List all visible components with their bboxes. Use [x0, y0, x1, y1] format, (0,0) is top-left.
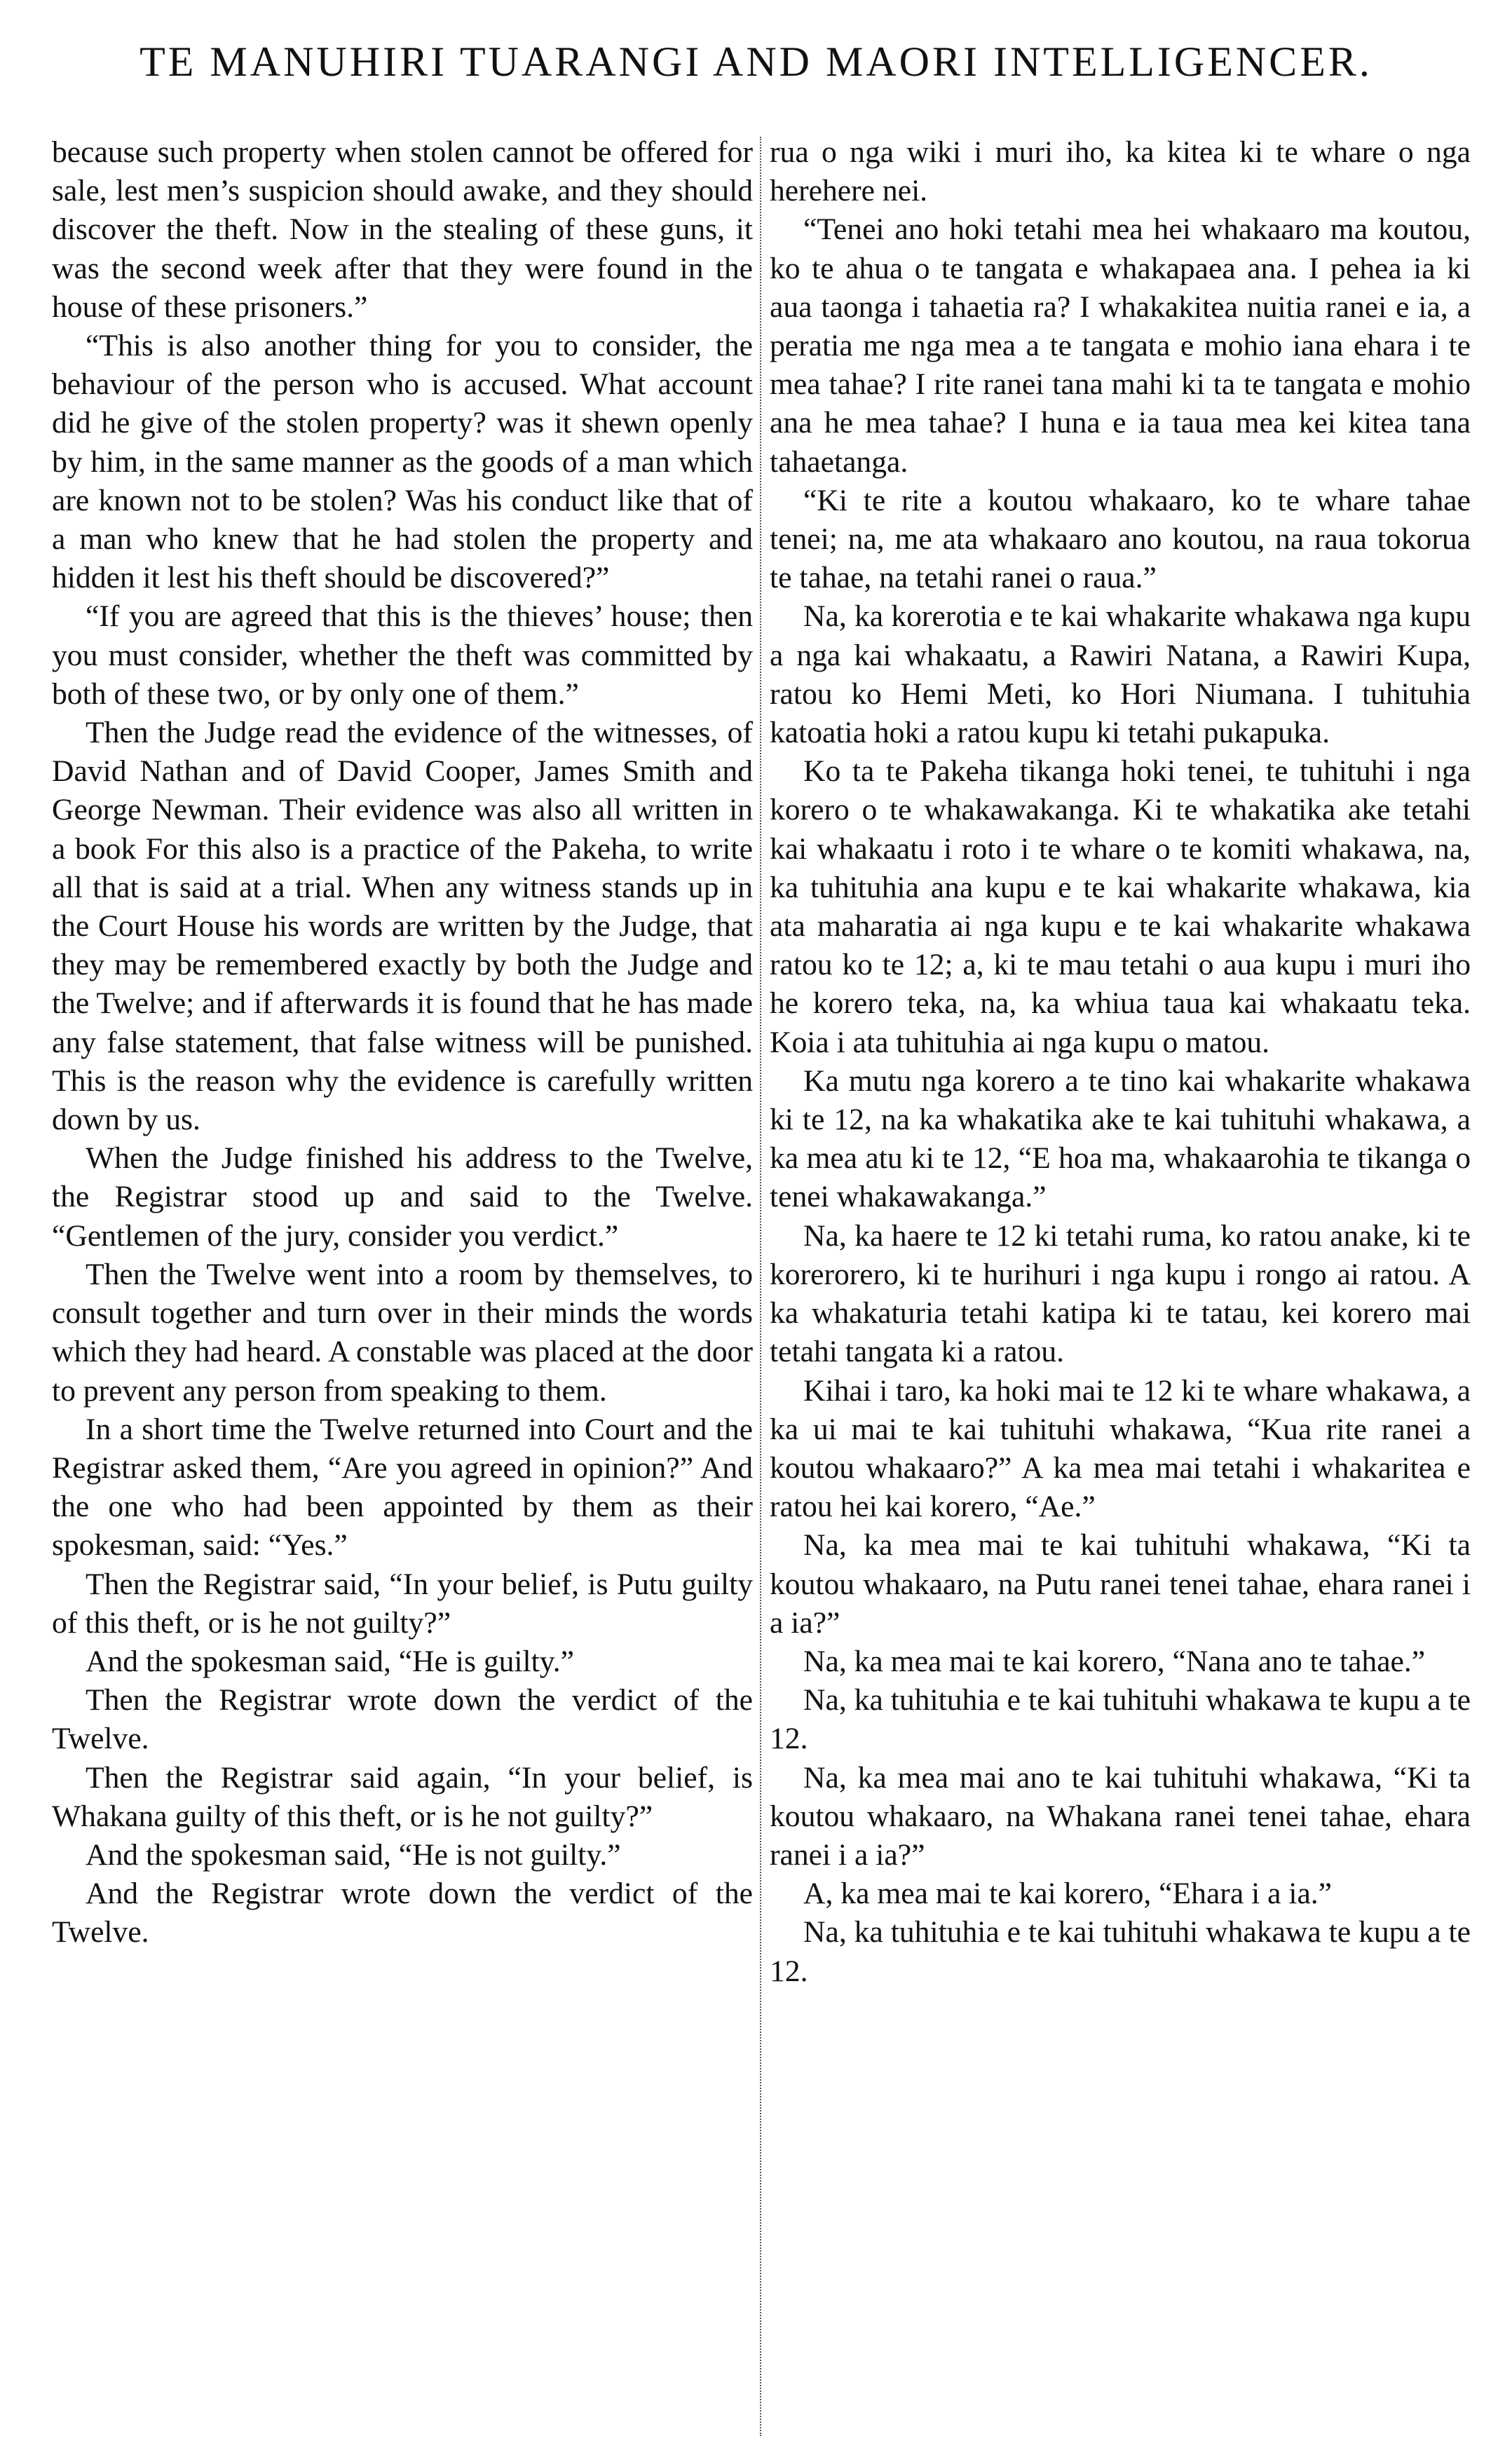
right-paragraph: Na, ka haere te 12 ki tetahi ruma, ko ratou anake, ki te korerorero, ki te hurihuri i nga kupu i rongo ai ratou. A ka whakaturia tetahi katipa ki te tatau, kei korero mai tetahi tangata ki a ratou. [770, 1218, 1471, 1369]
left-paragraph: When the Judge finished his address to the Twelve, the Registrar stood up and said to the Twelve. “Gentlemen of the jury, consider you verdict.” [52, 1141, 753, 1253]
right-paragraph: “Tenei ano hoki tetahi mea hei whakaaro ma koutou, ko te ahua o te tangata e whakapaea ana. I pehea ia ki aua taonga i tahaetia ra? I whakakitea nuitia ranei e ia, a peratia me nga mea a te tangata e mohio iana ehara i te mea tahae? I rite ranei tana mahi ki ta te tangata e mohio ana he mea tahae? I huna e ia taua mea kei kitea tana tahaetanga. [770, 212, 1471, 479]
left-paragraph: Then the Registrar wrote down the verdict of the Twelve. [52, 1683, 753, 1756]
right-paragraph: Na, ka mea mai te kai korero, “Nana ano te tahae.” [803, 1644, 1426, 1678]
right-paragraph: Na, ka tuhituhia e te kai tuhituhi whakawa te kupu a te 12. [770, 1683, 1471, 1756]
right-paragraph: Kihai i taro, ka hoki mai te 12 ki te whare whakawa, a ka ui mai te kai tuhituhi whakawa, “Kua rite ranei a koutou whakaaro?” A ka mea mai tetahi i whakaritea e ratou hei kai korero, “Ae.” [770, 1373, 1471, 1524]
right-paragraph: “Ki te rite a koutou whakaaro, ko te whare tahae tenei; na, me ata whakaaro ano koutou, na raua tokorua te tahae, na tetahi ranei o raua.” [770, 483, 1471, 595]
right-column [770, 133, 1471, 2447]
left-paragraph: because such property when stolen cannot be offered for sale, lest men’s suspicion should awake, and they should discover the theft. Now in the stealing of these guns, it was the second week after that they were found in the house of these prisoners.” [52, 135, 753, 324]
left-paragraph: In a short time the Twelve returned into Court and the Registrar asked them, “Are you agreed in opinion?” And the one who had been appointed by them as their spokesman, said: “Yes.” [52, 1412, 753, 1563]
left-paragraph: Then the Registrar said again, “In your belief, is Whakana guilty of this theft, or is he not guilty?” [52, 1760, 753, 1833]
right-paragraph: Na, ka korerotia e te kai whakarite whakawa nga kupu a nga kai whakaatu, a Rawiri Natana, a Rawiri Kupa, ratou ko Hemi Meti, ko Hori Niumana. I tuhituhia katoatia hoki a ratou kupu ki tetahi pukapuka. [770, 599, 1471, 750]
right-paragraph: rua o nga wiki i muri iho, ka kitea ki te whare o nga herehere nei. [770, 135, 1471, 208]
right-paragraph: Ko ta te Pakeha tikanga hoki tenei, te tuhituhi i nga korero o te whakawakanga. Ki te whakatika ake tetahi kai whakaatu i roto i te whare o te komiti whakawa, na, ka tuhituhia ana kupu e te kai whakarite whakawa, kia ata maharatia ai nga kupu e te kai whakarite whakawa ratou ko te 12; a, ki te mau tetahi o aua kupu i muri iho he korero teka, na, ka whiua taua kai whakaatu teka. Koia i ata tuhituhia ai nga kupu o matou. [770, 754, 1471, 1059]
page-header-title: TE MANUHIRI TUARANGI AND MAORI INTELLIGENCER. [139, 39, 1373, 85]
right-paragraph: Na, ka tuhituhia e te kai tuhituhi whakawa te kupu a te 12. [770, 1915, 1471, 1988]
right-paragraph: Na, ka mea mai te kai tuhituhi whakawa, “Ki ta koutou whakaaro, na Putu ranei tenei tahae, ehara ranei i a ia?” [770, 1528, 1471, 1640]
right-paragraph: Na, ka mea mai ano te kai tuhituhi whakawa, “Ki ta koutou whakaaro, na Whakana ranei tenei tahae, ehara ranei i a ia?” [770, 1760, 1471, 1872]
column-divider [760, 137, 761, 2436]
left-paragraph: Then the Registrar said, “In your belief, is Putu guilty of this theft, or is he not guilty?” [52, 1567, 753, 1640]
left-paragraph: “This is also another thing for you to consider, the behaviour of the person who is accused. What account did he give of the stolen property? was it shewn openly by him, in the same manner as the goods of a man which are known not to be stolen? Was his conduct like that of a man who knew that he had stolen the property and hidden it lest his theft should be discovered?” [52, 329, 753, 595]
right-paragraph: Ka mutu nga korero a te tino kai whakarite whakawa ki te 12, na ka whakatika ake te kai tuhituhi whakawa, a ka mea atu ki te 12, “E hoa ma, whakaarohia te tikanga o tenei whakawakanga.” [770, 1063, 1471, 1214]
left-paragraph: Then the Twelve went into a room by themselves, to consult together and turn over in their minds the words which they had heard. A constable was placed at the door to prevent any person from speaking to them. [52, 1257, 753, 1408]
left-column [52, 133, 753, 2447]
left-paragraph: And the Registrar wrote down the verdict of the Twelve. [52, 1877, 753, 1950]
left-paragraph: And the spokesman said, “He is guilty.” [86, 1644, 574, 1678]
left-paragraph: “If you are agreed that this is the thieves’ house; then you must consider, whether the theft was committed by both of these two, or by only one of them.” [52, 599, 753, 711]
right-paragraph: A, ka mea mai te kai korero, “Ehara i a ia.” [803, 1877, 1333, 1911]
left-paragraph: And the spokesman said, “He is not guilty.” [86, 1837, 621, 1872]
left-paragraph: Then the Judge read the evidence of the witnesses, of David Nathan and of David Cooper, James Smith and George Newman. Their evidence was also all written in a book For this also is a practice of the Pakeha, to write all that is said at a trial. When any witness stands up in the Court House his words are written by the Judge, that they may be remembered exactly by both the Judge and the Twelve; and if afterwards it is found that he has made any false statement, that false witness will be punished. This is the reason why the evidence is carefully written down by us. [52, 716, 753, 1137]
